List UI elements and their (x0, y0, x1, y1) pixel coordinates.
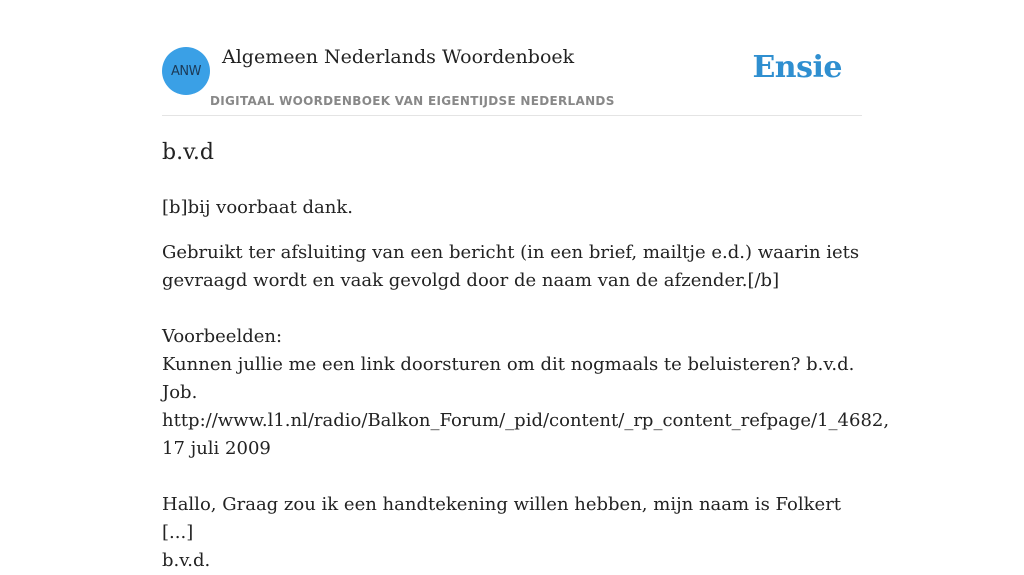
site-header (162, 0, 862, 116)
site-title[interactable]: Algemeen Nederlands Woordenboek (222, 46, 575, 68)
spacer (162, 295, 862, 323)
entry-definition: [b]bij voorbaat dank. (162, 197, 354, 218)
example-line: http://www.l1.nl/radio/Balkon_Forum/_pid/content/_rp_content_refpage/1_4682, (162, 410, 890, 431)
ensie-brand-logo[interactable]: Ensie (752, 50, 842, 85)
entry-body (162, 239, 890, 575)
example-line: b.v.d. (162, 550, 211, 571)
example-line: Hallo, Graag zou ik een handtekening willen hebben, mijn naam is Folkert [...] (162, 494, 842, 543)
anw-logo[interactable] (162, 47, 210, 95)
site-subtitle: DIGITAAL WOORDENBOEK VAN EIGENTIJDSE NEDERLANDS (210, 94, 615, 108)
example-line: 17 juli 2009 (162, 438, 271, 459)
usage-line: gevraagd wordt en vaak gevolgd door de naam van de afzender.[/b] (162, 270, 780, 291)
page (162, 0, 890, 571)
entry-term: b.v.d (162, 140, 214, 165)
spacer (162, 463, 862, 491)
logo-text: ANW (171, 63, 201, 79)
example-line: Kunnen jullie me een link doorsturen om dit nogmaals te beluisteren? b.v.d. Job. (162, 354, 855, 403)
usage-line: Gebruikt ter afsluiting van een bericht (in een brief, mailtje e.d.) waarin iets (162, 242, 860, 263)
examples-heading: Voorbeelden: (162, 326, 283, 347)
